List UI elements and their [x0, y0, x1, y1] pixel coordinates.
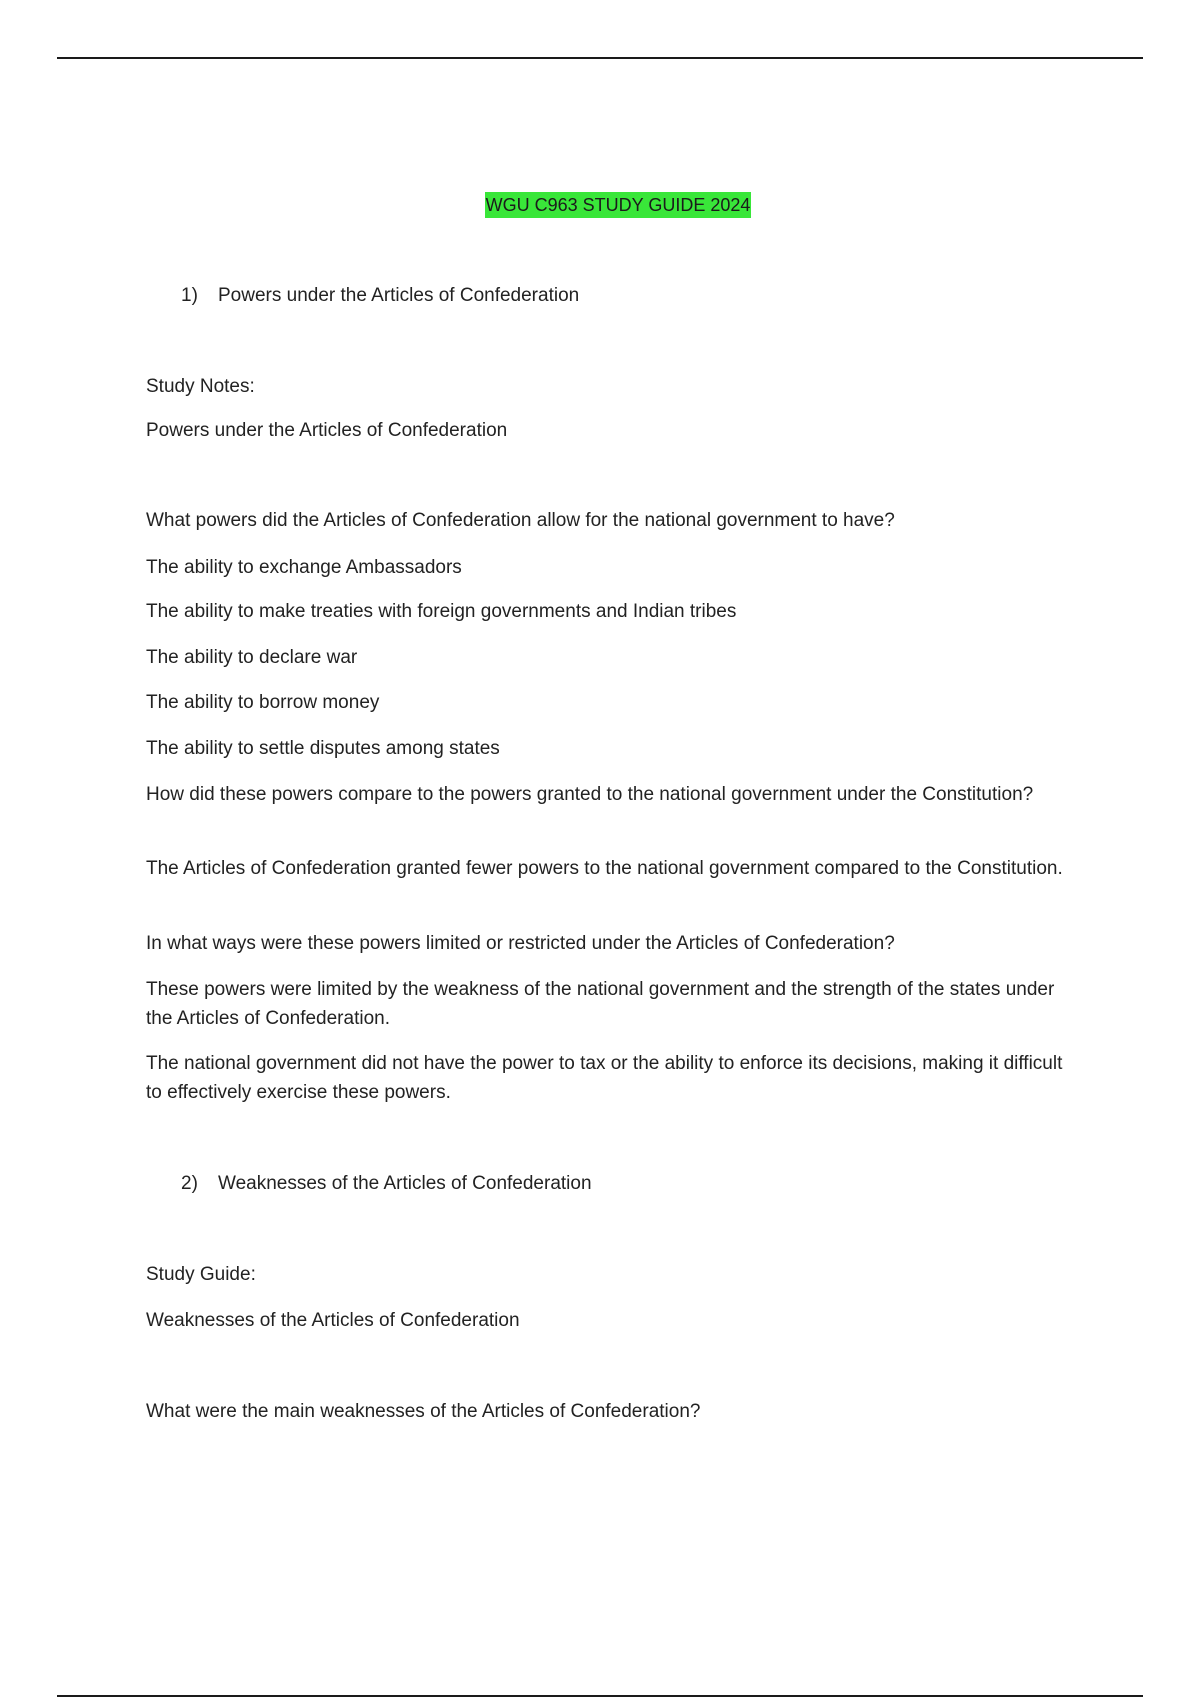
document-title: WGU C963 STUDY GUIDE 2024: [485, 192, 752, 218]
section-2-title: Weaknesses of the Articles of Confederation: [218, 1173, 592, 1194]
power-item: The ability to declare war: [146, 647, 358, 668]
section-2-number: 2): [181, 1173, 198, 1194]
title-container: [0, 192, 1200, 218]
power-item: The ability to exchange Ambassadors: [146, 557, 462, 578]
answer-compare: The Articles of Confederation granted fewer powers to the national government compared to the Constitution.: [146, 858, 1063, 879]
power-item: The ability to settle disputes among states: [146, 738, 500, 759]
study-notes-label: Study Notes:: [146, 376, 255, 397]
bottom-rule: [57, 1695, 1143, 1697]
study-guide-label: Study Guide:: [146, 1264, 256, 1285]
question-powers: What powers did the Articles of Confederation allow for the national government to have?: [146, 510, 895, 531]
section-2-heading: [181, 1169, 592, 1198]
answer-limits-1: These powers were limited by the weakness of the national government and the strength of the states under the Articles of Confederation.: [146, 979, 1055, 1029]
question-compare: How did these powers compare to the powers granted to the national government under the Constitution?: [146, 784, 1034, 805]
question-weaknesses: What were the main weaknesses of the Articles of Confederation?: [146, 1401, 701, 1422]
question-limits: In what ways were these powers limited or restricted under the Articles of Confederation?: [146, 933, 895, 954]
power-item: The ability to make treaties with foreign governments and Indian tribes: [146, 601, 737, 622]
top-rule: [57, 57, 1143, 59]
power-item: The ability to borrow money: [146, 692, 380, 713]
section-1-heading: [181, 281, 579, 310]
study-notes-subject: Powers under the Articles of Confederation: [146, 420, 508, 441]
answer-limits-2: The national government did not have the power to tax or the ability to enforce its decisions, making it difficult to effectively exercise these powers.: [146, 1053, 1063, 1103]
section-1-title: Powers under the Articles of Confederation: [218, 285, 580, 306]
study-guide-subject: Weaknesses of the Articles of Confederation: [146, 1310, 520, 1331]
section-1-number: 1): [181, 285, 198, 306]
